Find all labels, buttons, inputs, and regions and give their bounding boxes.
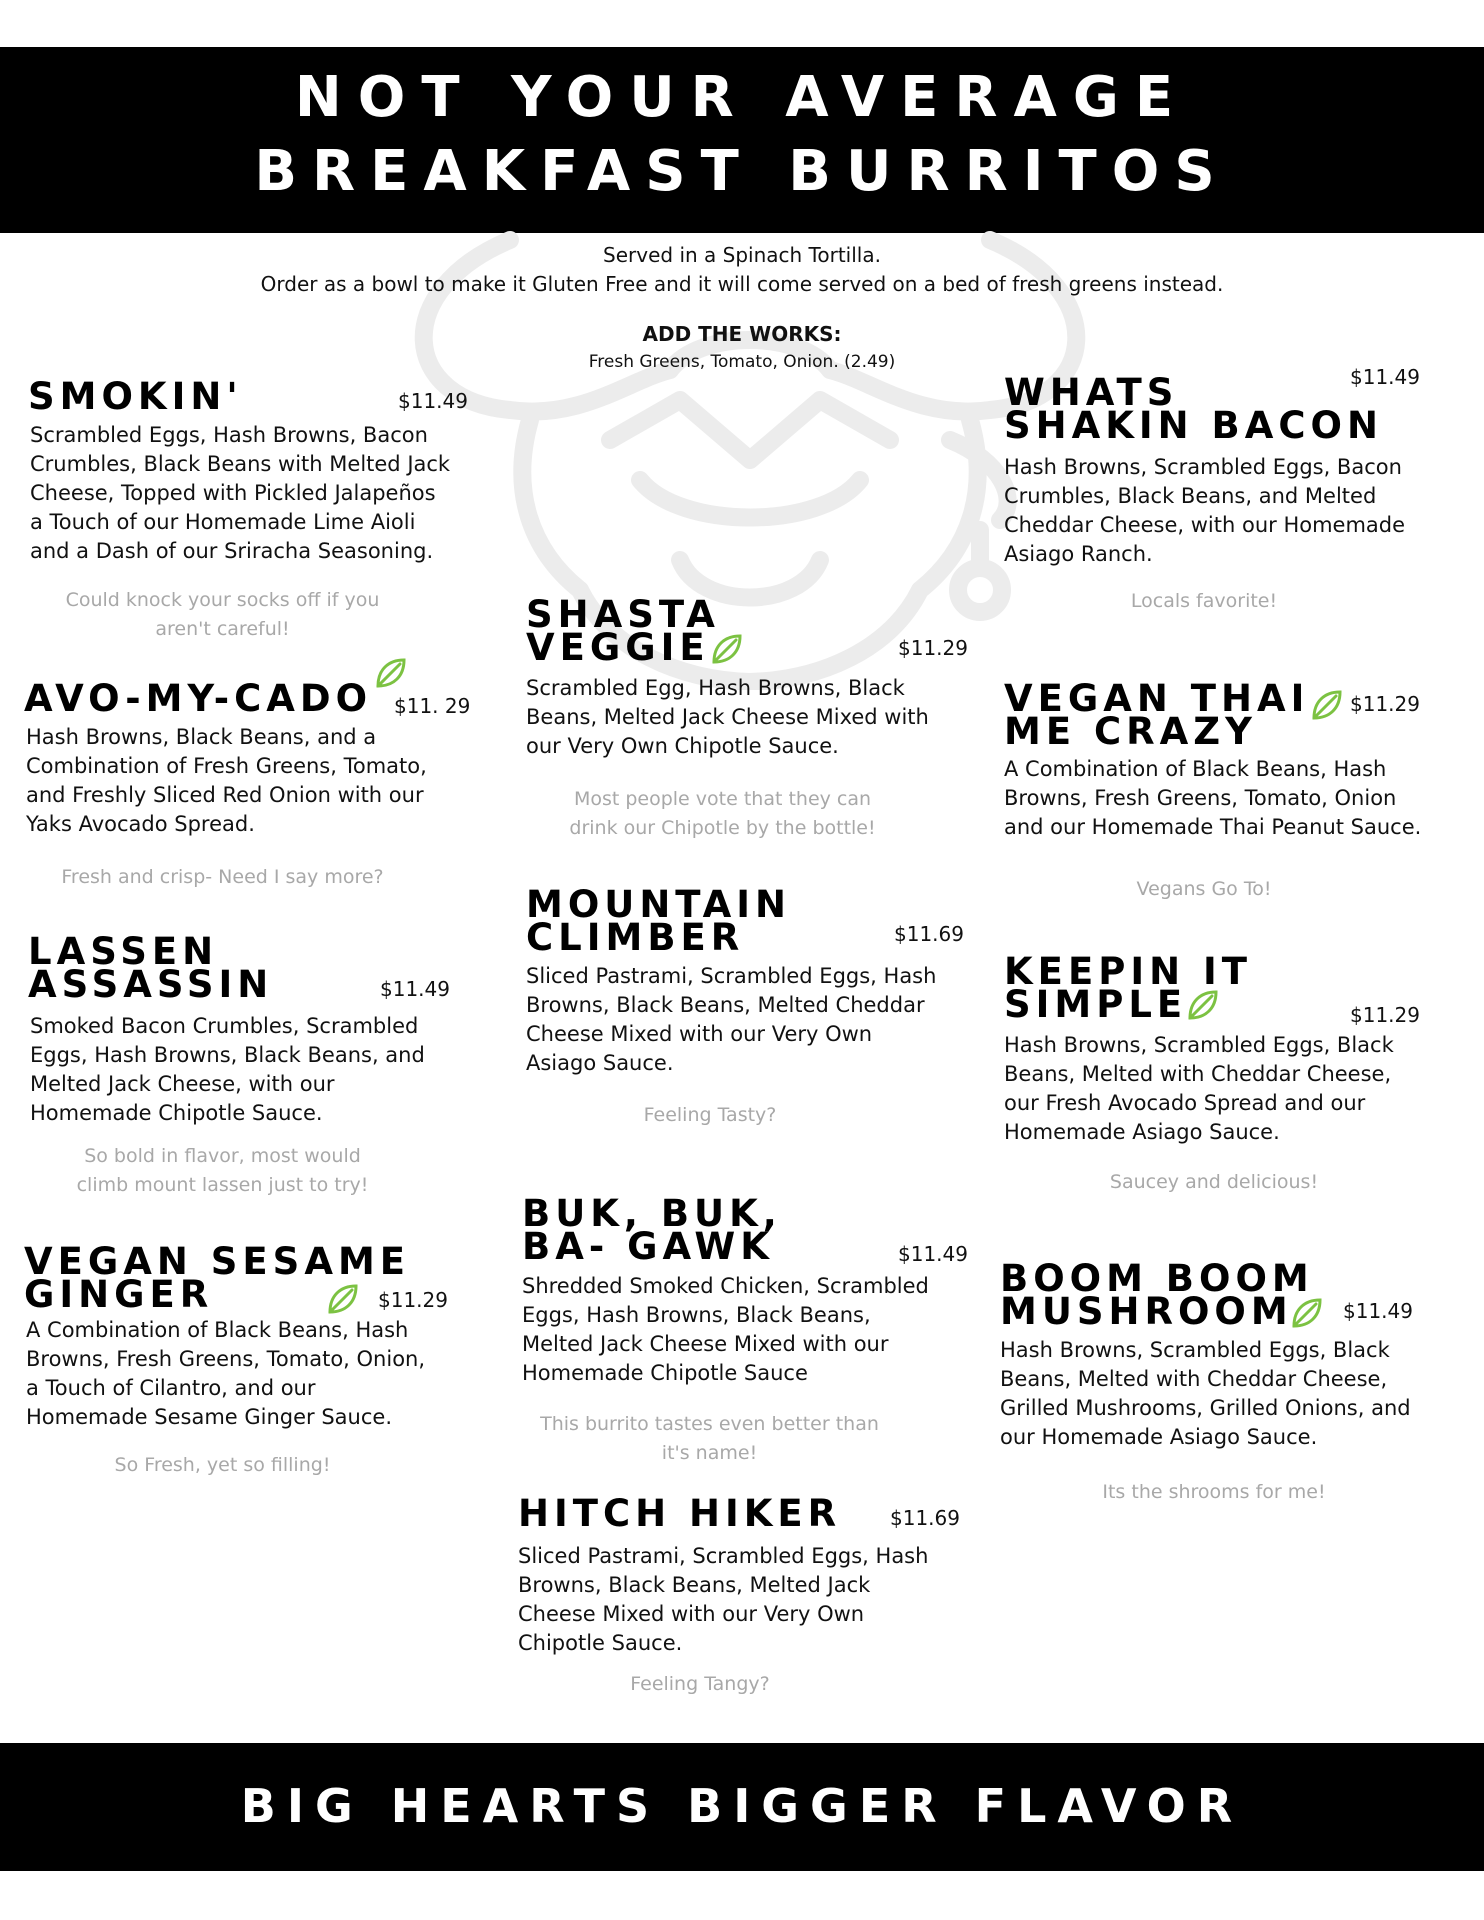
- item-tagline-avo-my-cado: Fresh and crisp- Need I say more?: [61, 866, 384, 888]
- item-price-smokin: $11.49: [398, 389, 468, 413]
- item-name-avo-my-cado: AVO-MY-CADO: [24, 677, 373, 720]
- item-price-vegan-thai-me-crazy: $11.29: [1350, 692, 1420, 716]
- item-tagline-vegan-thai-me-crazy: Vegans Go To!: [1136, 878, 1272, 900]
- vegan-leaf-icon: [1290, 1296, 1324, 1330]
- item-tagline-shasta-veggie: Most people vote that they can drink our Chipotle by the bottle!: [569, 788, 876, 839]
- item-desc-vegan-sesame-ginger: A Combination of Black Beans, Hash Browns, Fresh Greens, Tomato, Onion, a Touch of Cilantro, and our Homemade Sesame Ginger Sauce.: [26, 1318, 426, 1429]
- item-price-keepin-it-simple: $11.29: [1350, 1003, 1420, 1027]
- item-name-boom-boom-mushroom: BOOM BOOM MUSHROOM: [1000, 1257, 1314, 1333]
- vegan-leaf-icon: [710, 632, 744, 666]
- item-desc-boom-boom-mushroom: Hash Browns, Scrambled Eggs, Black Beans, Melted with Cheddar Cheese, Grilled Mushrooms, Grilled Onions, and our Homemade Asiago Sauce.: [1000, 1338, 1411, 1449]
- vegan-leaf-icon: [1186, 988, 1220, 1022]
- item-desc-mountain-climber: Sliced Pastrami, Scrambled Eggs, Hash Browns, Black Beans, Melted Cheddar Cheese Mixed with our Very Own Asiago Sauce.: [526, 964, 937, 1075]
- item-price-hitch-hiker: $11.69: [890, 1506, 960, 1530]
- item-desc-buk-buk-ba-gawk: Shredded Smoked Chicken, Scrambled Eggs, Hash Browns, Black Beans, Melted Jack Cheese Mixed with our Homemade Chipotle Sauce: [522, 1274, 929, 1385]
- item-desc-lassen-assassin: Smoked Bacon Crumbles, Scrambled Eggs, Hash Browns, Black Beans, and Melted Jack Cheese, with our Homemade Chipotle Sauce.: [30, 1014, 425, 1125]
- item-name-shasta-veggie: SHASTA VEGGIE: [526, 593, 720, 669]
- item-tagline-buk-buk-ba-gawk: This burrito tastes even better than it's name!: [540, 1413, 879, 1464]
- header-banner: [0, 47, 1484, 233]
- item-name-mountain-climber: MOUNTAIN CLIMBER: [526, 883, 792, 959]
- item-desc-avo-my-cado: Hash Browns, Black Beans, and a Combination of Fresh Greens, Tomato, and Freshly Sliced Red Onion with our Yaks Avocado Spread.: [26, 725, 427, 836]
- item-tagline-lassen-assassin: So bold in flavor, most would climb mount lassen just to try!: [76, 1145, 369, 1196]
- header-title-line1: NOT YOUR AVERAGE: [294, 65, 1190, 130]
- vegan-leaf-icon: [374, 656, 408, 690]
- footer-slogan: BIG HEARTS BIGGER FLAVOR: [240, 1779, 1244, 1833]
- item-tagline-vegan-sesame-ginger: So Fresh, yet so filling!: [114, 1454, 331, 1476]
- vegan-leaf-icon: [1310, 688, 1344, 722]
- item-price-buk-buk-ba-gawk: $11.49: [898, 1242, 968, 1266]
- item-name-lassen-assassin: LASSEN ASSASSIN: [28, 930, 274, 1006]
- item-tagline-mountain-climber: Feeling Tasty?: [643, 1104, 777, 1126]
- item-price-shasta-veggie: $11.29: [898, 636, 968, 660]
- item-price-boom-boom-mushroom: $11.49: [1343, 1299, 1413, 1323]
- item-price-mountain-climber: $11.69: [894, 922, 964, 946]
- item-desc-shasta-veggie: Scrambled Egg, Hash Browns, Black Beans, Melted Jack Cheese Mixed with our Very Own Chipotle Sauce.: [526, 676, 929, 758]
- item-name-buk-buk-ba-gawk: BUK, BUK, BA- GAWK: [522, 1192, 782, 1268]
- item-name-hitch-hiker: HITCH HIKER: [518, 1492, 842, 1535]
- item-name-keepin-it-simple: KEEPIN IT SIMPLE: [1004, 950, 1252, 1026]
- item-desc-whats-shakin-bacon: Hash Browns, Scrambled Eggs, Bacon Crumbles, Black Beans, and Melted Cheddar Cheese, with our Homemade Asiago Ranch.: [1004, 455, 1406, 566]
- intro-line1: Served in a Spinach Tortilla.: [603, 243, 881, 267]
- item-price-whats-shakin-bacon: $11.49: [1350, 365, 1420, 389]
- item-name-vegan-thai-me-crazy: VEGAN THAI ME CRAZY: [1004, 677, 1310, 753]
- item-tagline-keepin-it-simple: Saucey and delicious!: [1109, 1171, 1319, 1193]
- intro-line2: Order as a bowl to make it Gluten Free and it will come served on a bed of fresh greens instead.: [260, 272, 1224, 296]
- add-the-works-title: ADD THE WORKS:: [642, 322, 842, 346]
- footer-banner: [0, 1743, 1484, 1871]
- item-desc-smokin: Scrambled Eggs, Hash Browns, Bacon Crumbles, Black Beans with Melted Jack Cheese, Topped with Pickled Jalapeños a Touch of our Homemade Lime Aioli and a Dash of our Sriracha Seasoning.: [30, 423, 451, 563]
- item-price-lassen-assassin: $11.49: [380, 977, 450, 1001]
- item-tagline-smokin: Could knock your socks off if you aren't careful!: [65, 589, 380, 640]
- vegan-leaf-icon: [326, 1282, 360, 1316]
- item-name-smokin: SMOKIN': [28, 375, 243, 418]
- item-tagline-whats-shakin-bacon: Locals favorite!: [1130, 590, 1278, 612]
- item-price-vegan-sesame-ginger: $11.29: [378, 1288, 448, 1312]
- item-desc-vegan-thai-me-crazy: A Combination of Black Beans, Hash Browns, Fresh Greens, Tomato, Onion and our Homemade Thai Peanut Sauce.: [1004, 757, 1422, 839]
- item-tagline-hitch-hiker: Feeling Tangy?: [630, 1673, 770, 1695]
- add-the-works-text: Fresh Greens, Tomato, Onion. (2.49): [588, 352, 896, 372]
- item-name-whats-shakin-bacon: WHATS SHAKIN BACON: [1004, 371, 1383, 447]
- item-tagline-boom-boom-mushroom: Its the shrooms for me!: [1102, 1481, 1326, 1503]
- item-price-avo-my-cado: $11. 29: [394, 694, 471, 718]
- item-name-vegan-sesame-ginger: VEGAN SESAME GINGER: [24, 1240, 411, 1316]
- item-desc-hitch-hiker: Sliced Pastrami, Scrambled Eggs, Hash Browns, Black Beans, Melted Jack Cheese Mixed with our Very Own Chipotle Sauce.: [518, 1544, 929, 1655]
- item-desc-keepin-it-simple: Hash Browns, Scrambled Eggs, Black Beans, Melted with Cheddar Cheese, our Fresh Avocado Spread and our Homemade Asiago Sauce.: [1004, 1033, 1394, 1144]
- header-title-line2: BREAKFAST BURRITOS: [254, 139, 1230, 204]
